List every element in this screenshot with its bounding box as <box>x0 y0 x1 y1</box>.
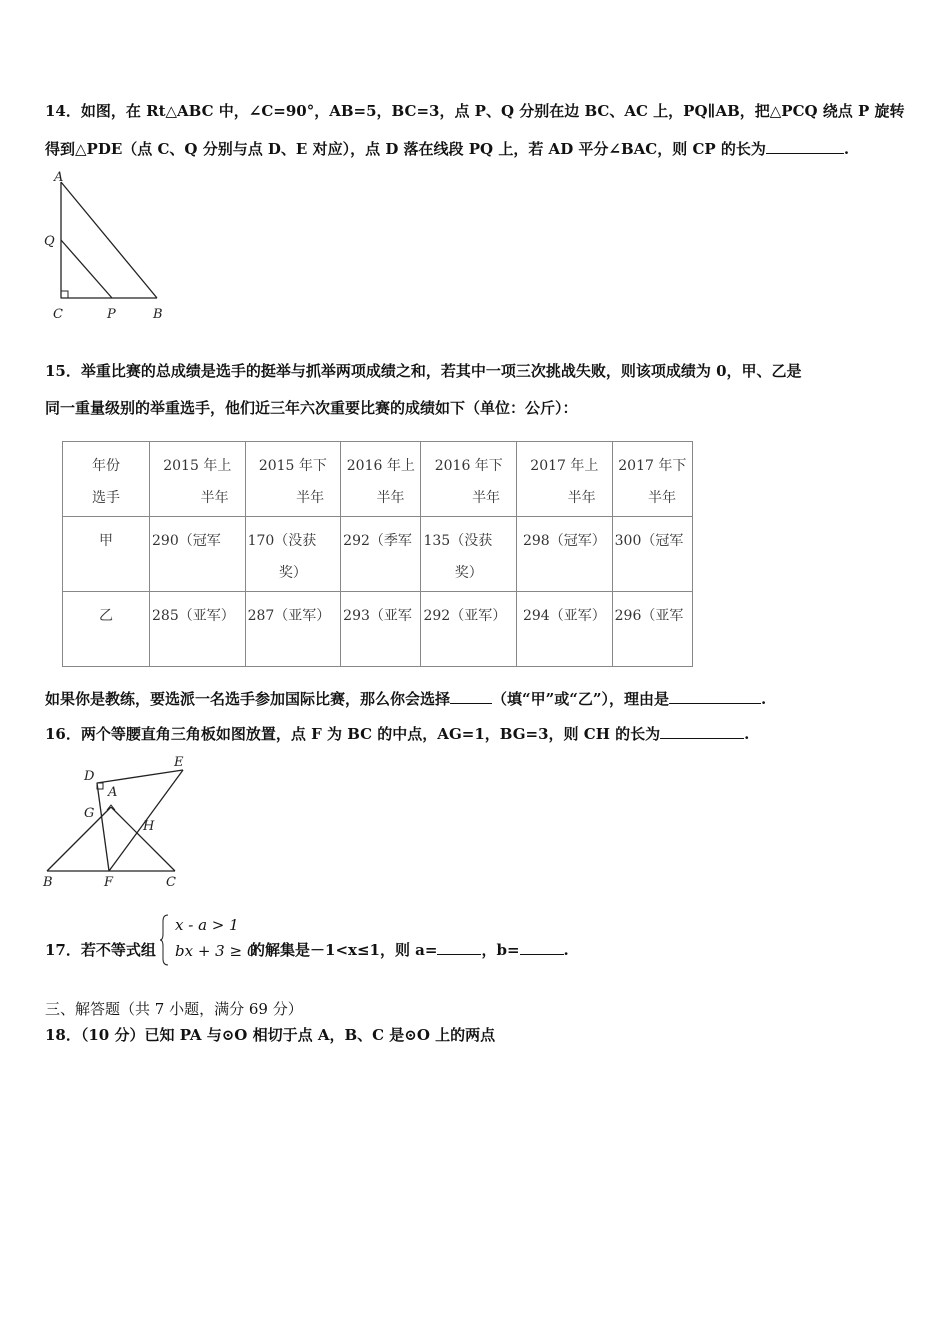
column-header-top: 2015 年上 <box>163 458 232 474</box>
q15-line1: 15．举重比赛的总成绩是选手的挺举与抓举两项成绩之和，若其中一项三次挑战失败，则该项成绩为 0，甲、乙是 <box>45 362 802 380</box>
table-cell <box>341 592 421 667</box>
q16-label-g: G <box>84 806 95 821</box>
q17-b-blank <box>520 940 564 955</box>
q16-label-d: D <box>84 769 95 784</box>
q16-side-de <box>97 770 183 783</box>
q15-line3-end: . <box>761 690 767 708</box>
cell-line1: 298（冠军） <box>522 533 606 549</box>
q18-line: 18．（10 分）已知 PA 与⊙O 相切于点 A，B、C 是⊙O 上的两点 <box>45 1026 496 1044</box>
table-cell <box>612 592 692 667</box>
table-cell <box>612 517 692 592</box>
column-header <box>150 442 246 517</box>
row-player-name: 乙 <box>63 592 150 667</box>
q14-line2 <box>45 139 849 159</box>
column-header <box>517 442 613 517</box>
q16-label-h: H <box>143 819 155 834</box>
column-header <box>612 442 692 517</box>
column-header-top: 2017 年上 <box>530 458 599 474</box>
q14-label-c: C <box>53 307 63 322</box>
table-cell <box>517 592 613 667</box>
q16-label-e: E <box>174 755 184 770</box>
cell-line1: 300（冠军 <box>614 533 684 549</box>
q14-triangle-figure <box>40 168 180 328</box>
q16-line-text: 16．两个等腰直角三角板如图放置，点 F 为 BC 的中点，AG=1，BG=3，则 CH 的长为 <box>45 725 661 743</box>
q17-a-blank <box>437 940 481 955</box>
cell-line1: 292（季军 <box>343 533 412 549</box>
column-header <box>421 442 517 517</box>
q16-answer-blank <box>660 724 744 739</box>
corner-year-label: 年份 <box>92 458 120 474</box>
q17-inequality-system <box>167 912 256 964</box>
q14-line2-end: . <box>843 140 850 158</box>
column-header <box>341 442 421 517</box>
column-header-bottom: 半年 <box>567 490 596 506</box>
cell-line1: 170（没获 <box>247 533 317 549</box>
q14-label-b: B <box>153 307 163 322</box>
cell-line1: 290（冠军 <box>152 533 221 549</box>
table-cell <box>517 517 613 592</box>
q14-line1: 14．如图，在 Rt△ABC 中，∠C=90°，AB=5，BC=3，点 P、Q 分别在边 BC、AC 上，PQ∥AB，把△PCQ 绕点 P 旋转 <box>45 102 905 120</box>
q17-comma-text: ，b= <box>481 941 520 959</box>
cell-line1: 292（亚军） <box>423 608 507 624</box>
cell-line1: 135（没获 <box>423 533 493 549</box>
q16-line-end: . <box>744 725 750 743</box>
column-header-top: 2015 年下 <box>258 458 327 474</box>
q16-label-b: B <box>43 875 53 890</box>
q14-label-p: P <box>107 307 116 322</box>
table-header-row <box>63 442 693 517</box>
cell-line1: 287（亚军） <box>247 608 331 624</box>
column-header <box>245 442 341 517</box>
q14-line2-text: 得到△PDE（点 C、Q 分别与点 D、E 对应），点 D 落在线段 PQ 上，若 AD 平分∠BAC，则 CP 的长为 <box>45 140 766 158</box>
q14-label-a: A <box>54 170 64 185</box>
column-header-top: 2017 年下 <box>618 458 687 474</box>
cell-line2: 奖） <box>278 565 307 581</box>
q17-prefix: 17．若不等式组 <box>45 941 156 959</box>
cell-line1: 294（亚军） <box>522 608 606 624</box>
cell-line2: 奖） <box>454 565 483 581</box>
q15-score-table <box>62 441 693 667</box>
q15-line2: 同一重量级别的举重选手，他们近三年六次重要比赛的成绩如下（单位：公斤）： <box>45 399 578 417</box>
cell-line1: 296（亚军 <box>614 608 684 624</box>
column-header-bottom: 半年 <box>472 490 501 506</box>
cell-line1: 293（亚军 <box>343 608 412 624</box>
q14-right-angle-mark <box>61 291 68 298</box>
column-header-bottom: 半年 <box>200 490 229 506</box>
table-cell <box>245 592 341 667</box>
table-cell <box>421 592 517 667</box>
q15-line3-text-b: （填“甲”或“乙”），理由是 <box>492 690 670 708</box>
column-header-bottom: 半年 <box>648 490 676 506</box>
corner-player-label: 选手 <box>92 490 120 506</box>
q15-line3-text-a: 如果你是教练，要选派一名选手参加国际比赛，那么你会选择 <box>45 690 451 708</box>
column-header-top: 2016 年上 <box>346 458 415 474</box>
q17-mid-text: 的解集是－1<x≤1，则 a= <box>250 941 438 959</box>
q14-segment-pq <box>61 240 112 298</box>
q16-label-f: F <box>104 875 114 890</box>
column-header-bottom: 半年 <box>296 490 325 506</box>
q17-inequality-2: bx + 3 ≥ 0 <box>175 942 257 960</box>
table-row <box>63 517 693 592</box>
table-cell <box>150 592 246 667</box>
q16-label-c: C <box>166 875 176 890</box>
table-cell <box>245 517 341 592</box>
section-3-heading: 三、解答题（共 7 小题，满分 69 分） <box>45 1000 303 1018</box>
row-player-name: 甲 <box>63 517 150 592</box>
q17-rest <box>250 940 569 960</box>
column-header-bottom: 半年 <box>376 490 405 506</box>
table-cell <box>150 517 246 592</box>
q17-inequality-1: x - a > 1 <box>175 916 239 934</box>
q16-side-ac <box>111 807 175 871</box>
column-header-top: 2016 年下 <box>434 458 503 474</box>
q15-choice-blank <box>450 689 492 704</box>
table-row <box>63 592 693 667</box>
q15-line3 <box>45 689 766 709</box>
q16-label-a: A <box>108 785 118 800</box>
q15-reason-blank <box>669 689 761 704</box>
table-cell <box>341 517 421 592</box>
q16-line <box>45 724 749 744</box>
q14-answer-blank <box>766 139 844 154</box>
q16-triangle-figure <box>38 750 198 895</box>
cell-line1: 285（亚军） <box>152 608 235 624</box>
table-corner-cell <box>63 442 150 517</box>
q14-side-ab <box>61 182 157 298</box>
table-cell <box>421 517 517 592</box>
q14-label-q: Q <box>44 234 55 249</box>
q17-end-text: . <box>563 941 569 959</box>
